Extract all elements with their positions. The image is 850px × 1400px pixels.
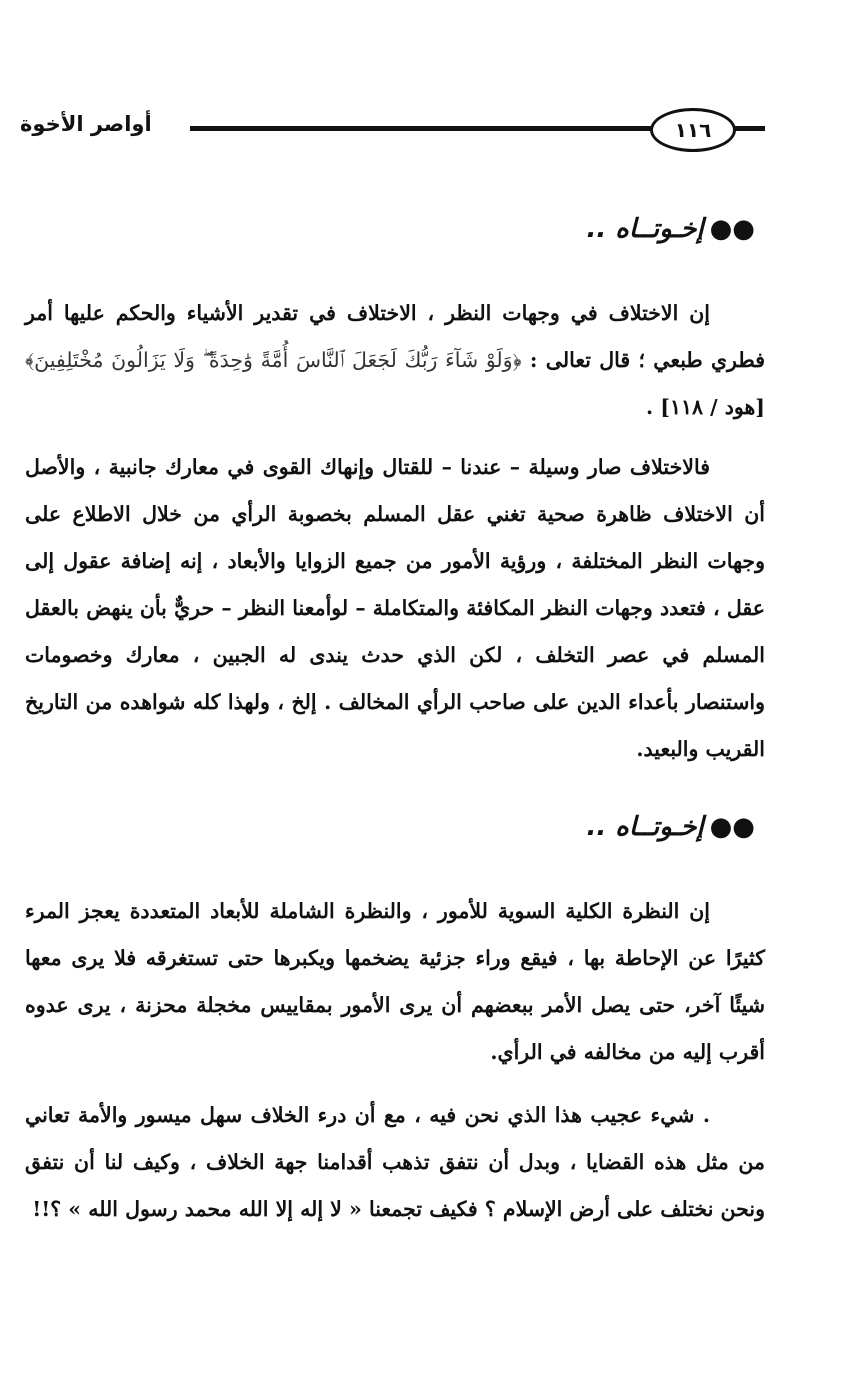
paragraph-2 [25,444,765,773]
paragraph-3 [25,888,765,1076]
heading-bullets-icon: ●● [709,812,755,842]
page-header [20,108,765,152]
paragraph-1 [25,290,765,431]
paragraph-text: فالاختلاف صار وسيلة – عندنا – للقتال وإنهاك القوى في معارك جانبية ، والأصل أن الاختلاف ظاهرة صحية تغني عقل المسلم بخصوبة الرأي من خلال الاطلاع على وجهات النظر المختلفة ، ورؤية الأمور من جميع الزوايا والأبعاد ، إنه إضافة عقول إلى عقل ، فتعدد وجهات النظر المكافئة والمتكاملة – لوأمعنا النظر – حريٌّ بأن ينهض بالعقل المسلم في عصر التخلف ، لكن الذي حدث يندى له الجبين ، معارك وخصومات واستنصار بأعداء الدين على صاحب الرأي المخالف . إلخ ، ولهذا كله شواهده من التاريخ القريب والبعيد. [25,455,765,761]
paragraph-text: إن الاختلاف في وجهات النظر ، الاختلاف في تقدير الأشياء والحكم عليها أمر فطري طبعي ؛ قال تعالى : [25,301,765,372]
paragraph-text: إن النظرة الكلية السوية للأمور ، والنظرة الشاملة للأبعاد المتعددة يعجز المرء كثيرًا عن الإحاطة بها ، فيقع وراء جزئية يضخمها ويكبرها حتى تستغرقه فلا يرى معها شيئًا آخر، حتى يصل الأمر ببعضهم أن يرى الأمور بمقاييس مخجلة محزنة ، يرى عدوه أقرب إليه من مخالفه في الرأي. [25,899,765,1064]
section-heading-1 [586,214,755,244]
book-title: أواصر الأخوة [20,112,152,136]
paragraph-4 [25,1092,765,1233]
quran-open-bracket: ﴿ [512,348,522,372]
page-number: ١١٦ [650,108,736,152]
quran-close-bracket: ﴾ [25,348,35,372]
quran-verse: وَلَوْ شَآءَ رَبُّكَ لَجَعَلَ ٱلنَّاسَ أُمَّةً وَٰحِدَةً ۖ وَلَا يَزَالُونَ مُخْتَلِفِينَ [34,348,513,372]
verse-reference: [هود / ١١٨] . [645,395,765,419]
heading-bullets-icon: ●● [709,214,755,244]
section-heading-text: إخـوتــاه .. [586,214,704,244]
section-heading-text: إخـوتــاه .. [586,812,704,842]
paragraph-text: . شيء عجيب هذا الذي نحن فيه ، مع أن درء الخلاف سهل ميسور والأمة تعاني من مثل هذه القضايا ، وبدل أن نتفق تذهب أقدامنا جهة الخلاف ، وكيف لنا أن نتفق ونحن نختلف على أرض الإسلام ؟ فكيف تجمعنا « لا إله إلا الله محمد رسول الله » ؟!! [25,1103,765,1221]
section-heading-2 [586,812,755,842]
